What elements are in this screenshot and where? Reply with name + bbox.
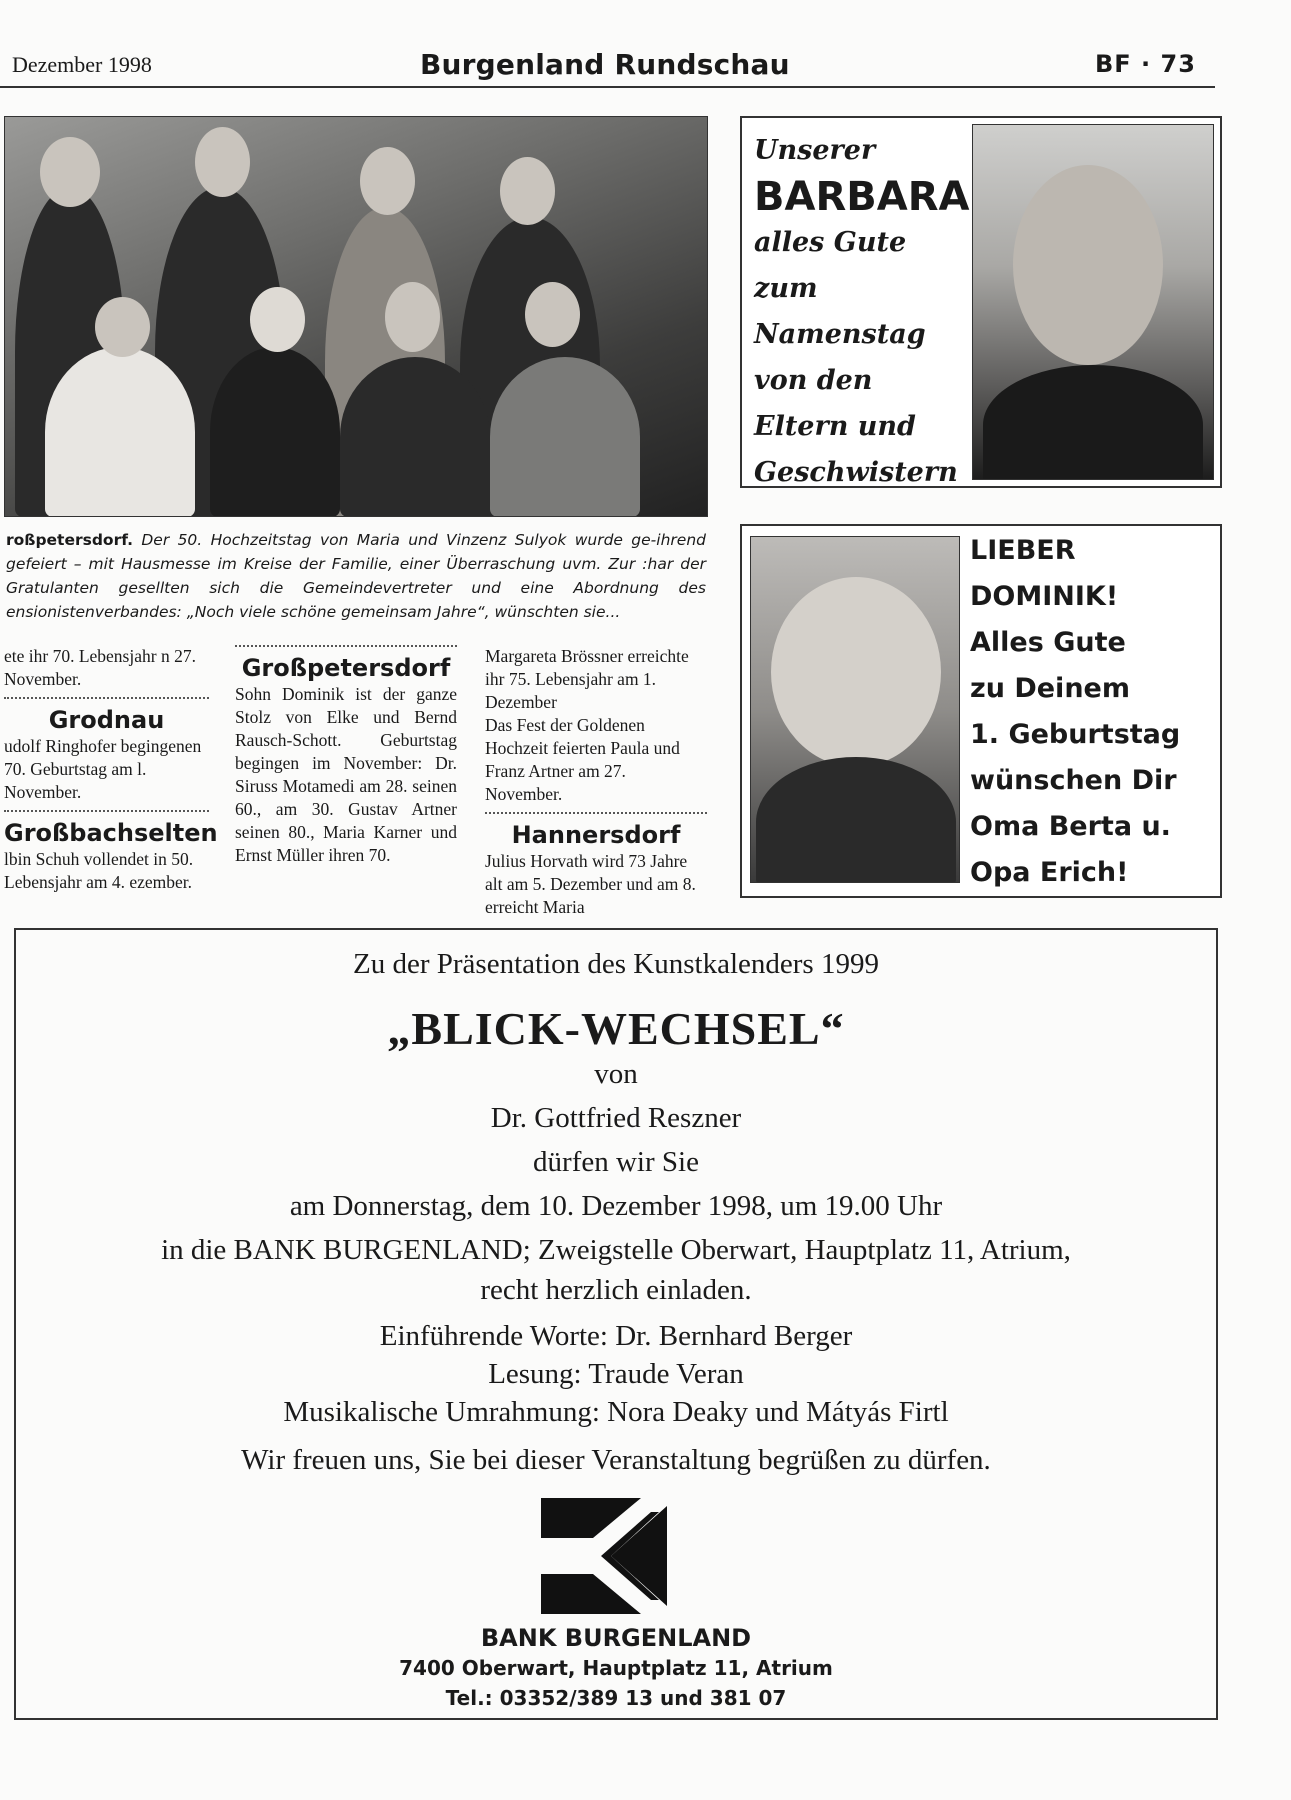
group-photo (4, 116, 708, 517)
dominik-photo (750, 536, 960, 883)
invitation-intro: Zu der Präsentation des Kunstkalenders 1999 (353, 948, 879, 980)
invitation-closing: Wir freuen uns, Sie bei dieser Veranstaltung begrüßen zu dürfen. (241, 1444, 991, 1476)
col1-heading-grossbachselten: Großbachselten (4, 819, 218, 847)
column-3 (485, 645, 707, 919)
ad-barbara-line-3: alles Gute (754, 227, 907, 258)
invitation-line-4: dürfen wir Sie (533, 1146, 699, 1178)
column-1 (4, 645, 218, 894)
col2-text-1: Sohn Dominik ist der ganze Stolz von Elke und Bernd Rausch-Schott. Geburtstag begingen im November: Dr. Siruss Motamedi am 28. seinen 60., am 30. Gustav Artner seinen 80., Maria Karner und Ernst Müller ihren 70. (235, 684, 457, 865)
invitation-date: am Donnerstag, dem 10. Dezember 1998, um 19.00 Uhr (289, 1190, 943, 1222)
header-rule (0, 86, 1215, 88)
invitation-von: von (594, 1058, 638, 1090)
invitation-author: Dr. Gottfried Reszner (490, 1102, 742, 1134)
ad-barbara-line-1: Unserer (754, 135, 876, 166)
invitation-reading: Lesung: Traude Veran (488, 1358, 744, 1390)
caption-lead: roßpetersdorf. (6, 531, 134, 549)
col1-heading-grodnau: Grodnau (48, 706, 165, 734)
col2-heading-grosspetersdorf: Großpetersdorf (241, 654, 451, 682)
divider (4, 697, 209, 699)
newspaper-title: Burgenland Rundschau (420, 48, 790, 81)
ad-dominik-line-4: zu Deinem (970, 673, 1130, 704)
col3-text-3: Julius Horvath wird 73 Jahre alt am 5. Dezember und am 8. erreicht Maria (485, 851, 696, 917)
ad-dominik-line-8: Opa Erich! (970, 857, 1129, 888)
bank-logo (541, 1498, 667, 1614)
column-2 (235, 645, 457, 867)
ad-dominik-line-6: wünschen Dir (970, 765, 1177, 796)
col1-text-2: lbin Schuh vollendet in 50. Lebensjahr am 4. ezember. (4, 849, 194, 892)
ad-dominik-line-5: 1. Geburtstag (970, 719, 1181, 750)
bank-phone: Tel.: 03352/389 13 und 381 07 (445, 1686, 787, 1710)
ad-dominik-line-2: DOMINIK! (970, 581, 1119, 612)
col3-text-2: Das Fest der Goldenen Hochzeit feierten Paula und Franz Artner am 27. November. (485, 715, 680, 804)
page-number: BF · 73 (1095, 50, 1196, 78)
divider (4, 810, 209, 812)
ad-barbara (740, 116, 1222, 488)
ad-barbara-name: BARBARA (754, 174, 970, 220)
bank-address: 7400 Oberwart, Hauptplatz 11, Atrium (399, 1656, 833, 1680)
bank-name: BANK BURGENLAND (480, 1624, 752, 1652)
barbara-portrait (972, 124, 1214, 480)
invitation-title: „BLICK-WECHSEL“ (387, 1003, 845, 1054)
invitation-music: Musikalische Umrahmung: Nora Deaky und Mátyás Firtl (283, 1396, 949, 1428)
caption-text: Der 50. Hochzeitstag von Maria und Vinzenz Sulyok wurde ge-ihrend gefeiert – mit Hausmesse im Kreise der Familie, einer Überraschung uvm. Zur :har der Gratulanten gesellten sich die Gemeindevertreter und eine Abordnung des ensionistenverbandes: „Noch viele schöne gemeinsam Jahre“, wünschten sie... (6, 531, 706, 621)
col1-text-1: udolf Ringhofer begingenen 70. Geburtstag am l. November. (4, 736, 202, 802)
invitation-ad (14, 928, 1218, 1720)
col3-text-1: Margareta Brössner erreichte ihr 75. Lebensjahr am 1. Dezember (485, 646, 689, 712)
ad-dominik-line-7: Oma Berta u. (970, 811, 1171, 842)
issue-date: Dezember 1998 (12, 52, 152, 77)
ad-barbara-line-4: zum Namenstag (754, 273, 926, 350)
ad-barbara-line-6: Eltern und (754, 411, 916, 442)
divider (235, 645, 457, 647)
invitation-speaker: Einführende Worte: Dr. Bernhard Berger (379, 1320, 853, 1352)
ad-dominik-text (970, 528, 1215, 896)
col1-intro: ete ihr 70. Lebensjahr n 27. November. (4, 646, 196, 689)
ad-barbara-line-5: von den (754, 365, 873, 396)
col3-heading-hannersdorf: Hannersdorf (511, 821, 681, 849)
ad-dominik-line-3: Alles Gute (970, 627, 1126, 658)
ad-barbara-line-7: Geschwistern (754, 457, 958, 488)
ad-dominik-line-1: LIEBER (970, 535, 1076, 566)
photo-caption (6, 528, 706, 624)
divider (485, 812, 707, 814)
invitation-line-7: recht herzlich einladen. (480, 1274, 752, 1306)
invitation-location: in die BANK BURGENLAND; Zweigstelle Oberwart, Hauptplatz 11, Atrium, (161, 1234, 1071, 1266)
ad-barbara-text (754, 128, 974, 496)
ad-dominik (740, 524, 1222, 898)
